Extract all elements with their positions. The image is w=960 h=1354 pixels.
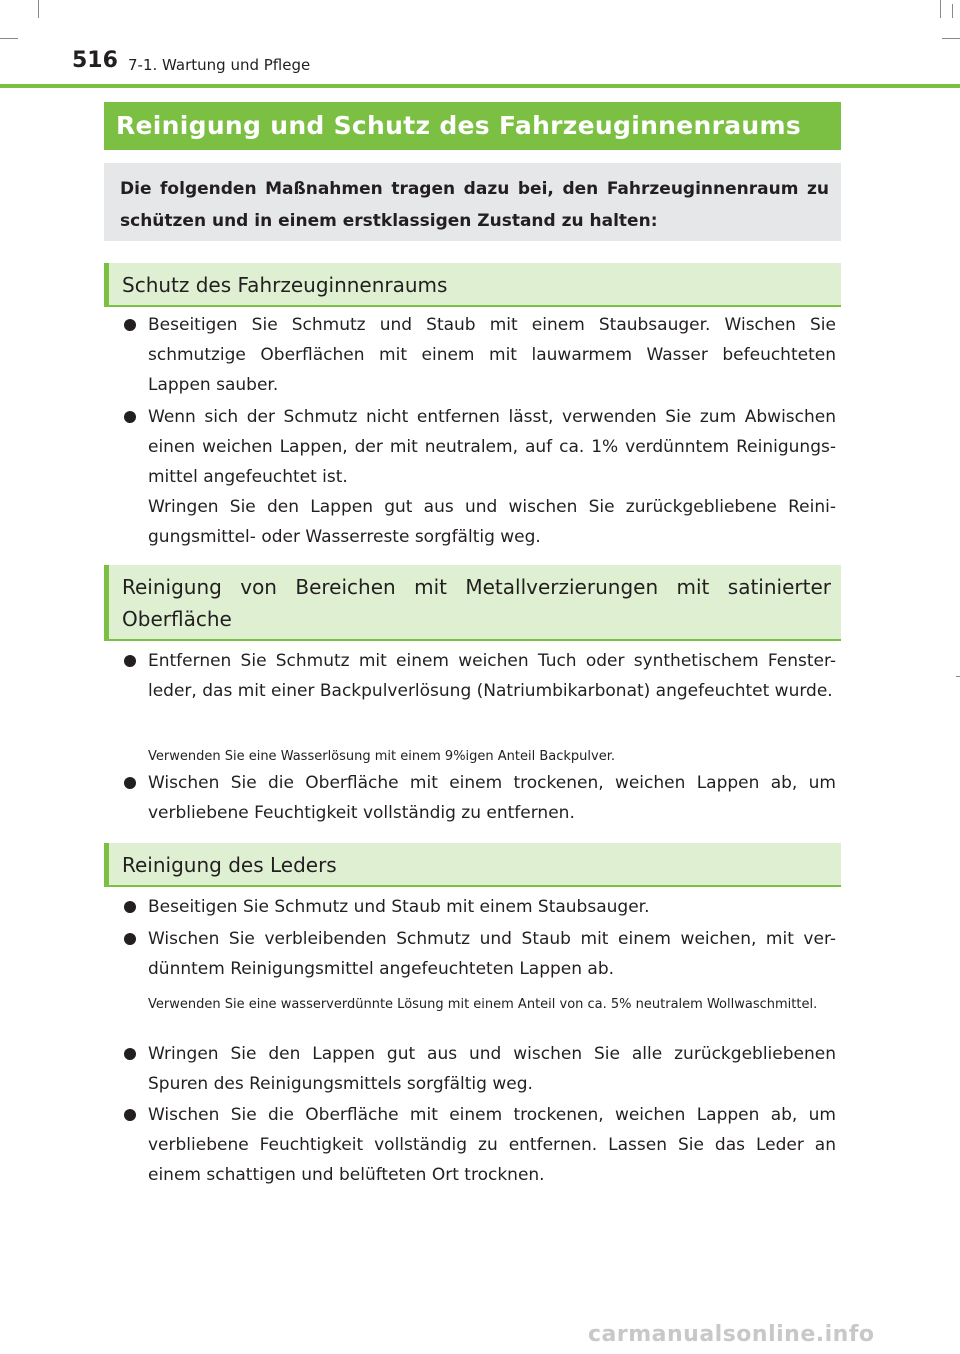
bullet-icon xyxy=(124,1048,136,1060)
bullet-icon xyxy=(124,319,136,331)
list-item xyxy=(124,402,836,552)
list-item-text: Beseitigen Sie Schmutz und Staub mit einem Staubsauger. xyxy=(148,897,650,917)
list-item xyxy=(124,924,836,984)
list-item xyxy=(124,892,836,922)
list-item xyxy=(124,646,836,706)
watermark-logo xyxy=(588,1322,948,1346)
bullet-icon xyxy=(124,933,136,945)
crop-mark xyxy=(956,676,960,677)
bullet-icon xyxy=(124,655,136,667)
note-text: Verwenden Sie eine Wasserlösung mit einem 9%igen Anteil Backpulver. xyxy=(148,749,615,764)
section-heading-metal-trim: Reinigung von Bereichen mit Metallverzierungen mit satinierter Oberfläche xyxy=(104,565,841,641)
section-path: 7-1. Wartung und Pflege xyxy=(128,56,311,74)
list-item xyxy=(124,310,836,400)
header-rule xyxy=(0,84,960,88)
list-item-text: Wischen Sie verbleibenden Schmutz und Staub mit einem weichen, mit ver-dünntem Reinigungsmittel angefeuchteten Lappen ab. xyxy=(148,929,836,979)
intro-text: Die folgenden Maßnahmen tragen dazu bei, den Fahrzeuginnenraum zu schützen und in einem erstklassigen Zustand zu halten: xyxy=(104,163,841,241)
list-item-text: Wringen Sie den Lappen gut aus und wischen Sie zurückgebliebene Reini-gungsmittel- oder Wasserreste sorgfältig weg. xyxy=(148,497,836,547)
page-title: Reinigung und Schutz des Fahrzeuginnenraums xyxy=(104,102,841,150)
bullet-icon xyxy=(124,901,136,913)
list-item-text: Entfernen Sie Schmutz mit einem weichen Tuch oder synthetischem Fenster-leder, das mit einer Backpulverlösung (Natriumbikarbonat) angefeuchtet wurde. xyxy=(148,651,836,701)
bullet-icon xyxy=(124,411,136,423)
crop-mark xyxy=(952,4,953,18)
section-heading-leather: Reinigung des Leders xyxy=(104,843,841,887)
page-header xyxy=(72,46,892,86)
crop-mark xyxy=(942,38,960,39)
list-item xyxy=(124,1039,836,1099)
crop-mark xyxy=(0,38,18,39)
crop-mark xyxy=(38,0,39,18)
list-item-text-block xyxy=(148,402,836,552)
list-item-text: Beseitigen Sie Schmutz und Staub mit einem Staubsauger. Wischen Sie schmutzige Oberflächen mit einem mit lauwarmem Wasser befeuchteten Lappen sauber. xyxy=(148,315,836,395)
list-item-text: Wischen Sie die Oberfläche mit einem trockenen, weichen Lappen ab, um verbliebene Feuchtigkeit vollständig zu entfernen. Lassen Sie das Leder an einem schattigen und belüfteten Ort trocknen. xyxy=(148,1105,836,1185)
bullet-icon xyxy=(124,777,136,789)
list-item xyxy=(124,1100,836,1190)
page-number: 516 xyxy=(72,48,118,73)
bullet-icon xyxy=(124,1109,136,1121)
list-item-text: Wischen Sie die Oberfläche mit einem trockenen, weichen Lappen ab, um verbliebene Feuchtigkeit vollständig zu entfernen. xyxy=(148,773,836,823)
section-heading-protection: Schutz des Fahrzeuginnenraums xyxy=(104,263,841,307)
svg-text:carmanualsonline.info: carmanualsonline.info xyxy=(588,1322,875,1346)
list-item-text: Wringen Sie den Lappen gut aus und wischen Sie alle zurückgebliebenen Spuren des Reinigungsmittels sorgfältig weg. xyxy=(148,1044,836,1094)
list-item-text: Wenn sich der Schmutz nicht entfernen lässt, verwenden Sie zum Abwischen einen weichen Lappen, der mit neutralem, auf ca. 1% verdünntem Reinigungs-mittel angefeuchtet ist. xyxy=(148,407,836,487)
crop-mark xyxy=(940,0,941,18)
list-item xyxy=(124,768,836,828)
note-text: Verwenden Sie eine wasserverdünnte Lösung mit einem Anteil von ca. 5% neutralem Wollwaschmittel. xyxy=(148,997,818,1012)
